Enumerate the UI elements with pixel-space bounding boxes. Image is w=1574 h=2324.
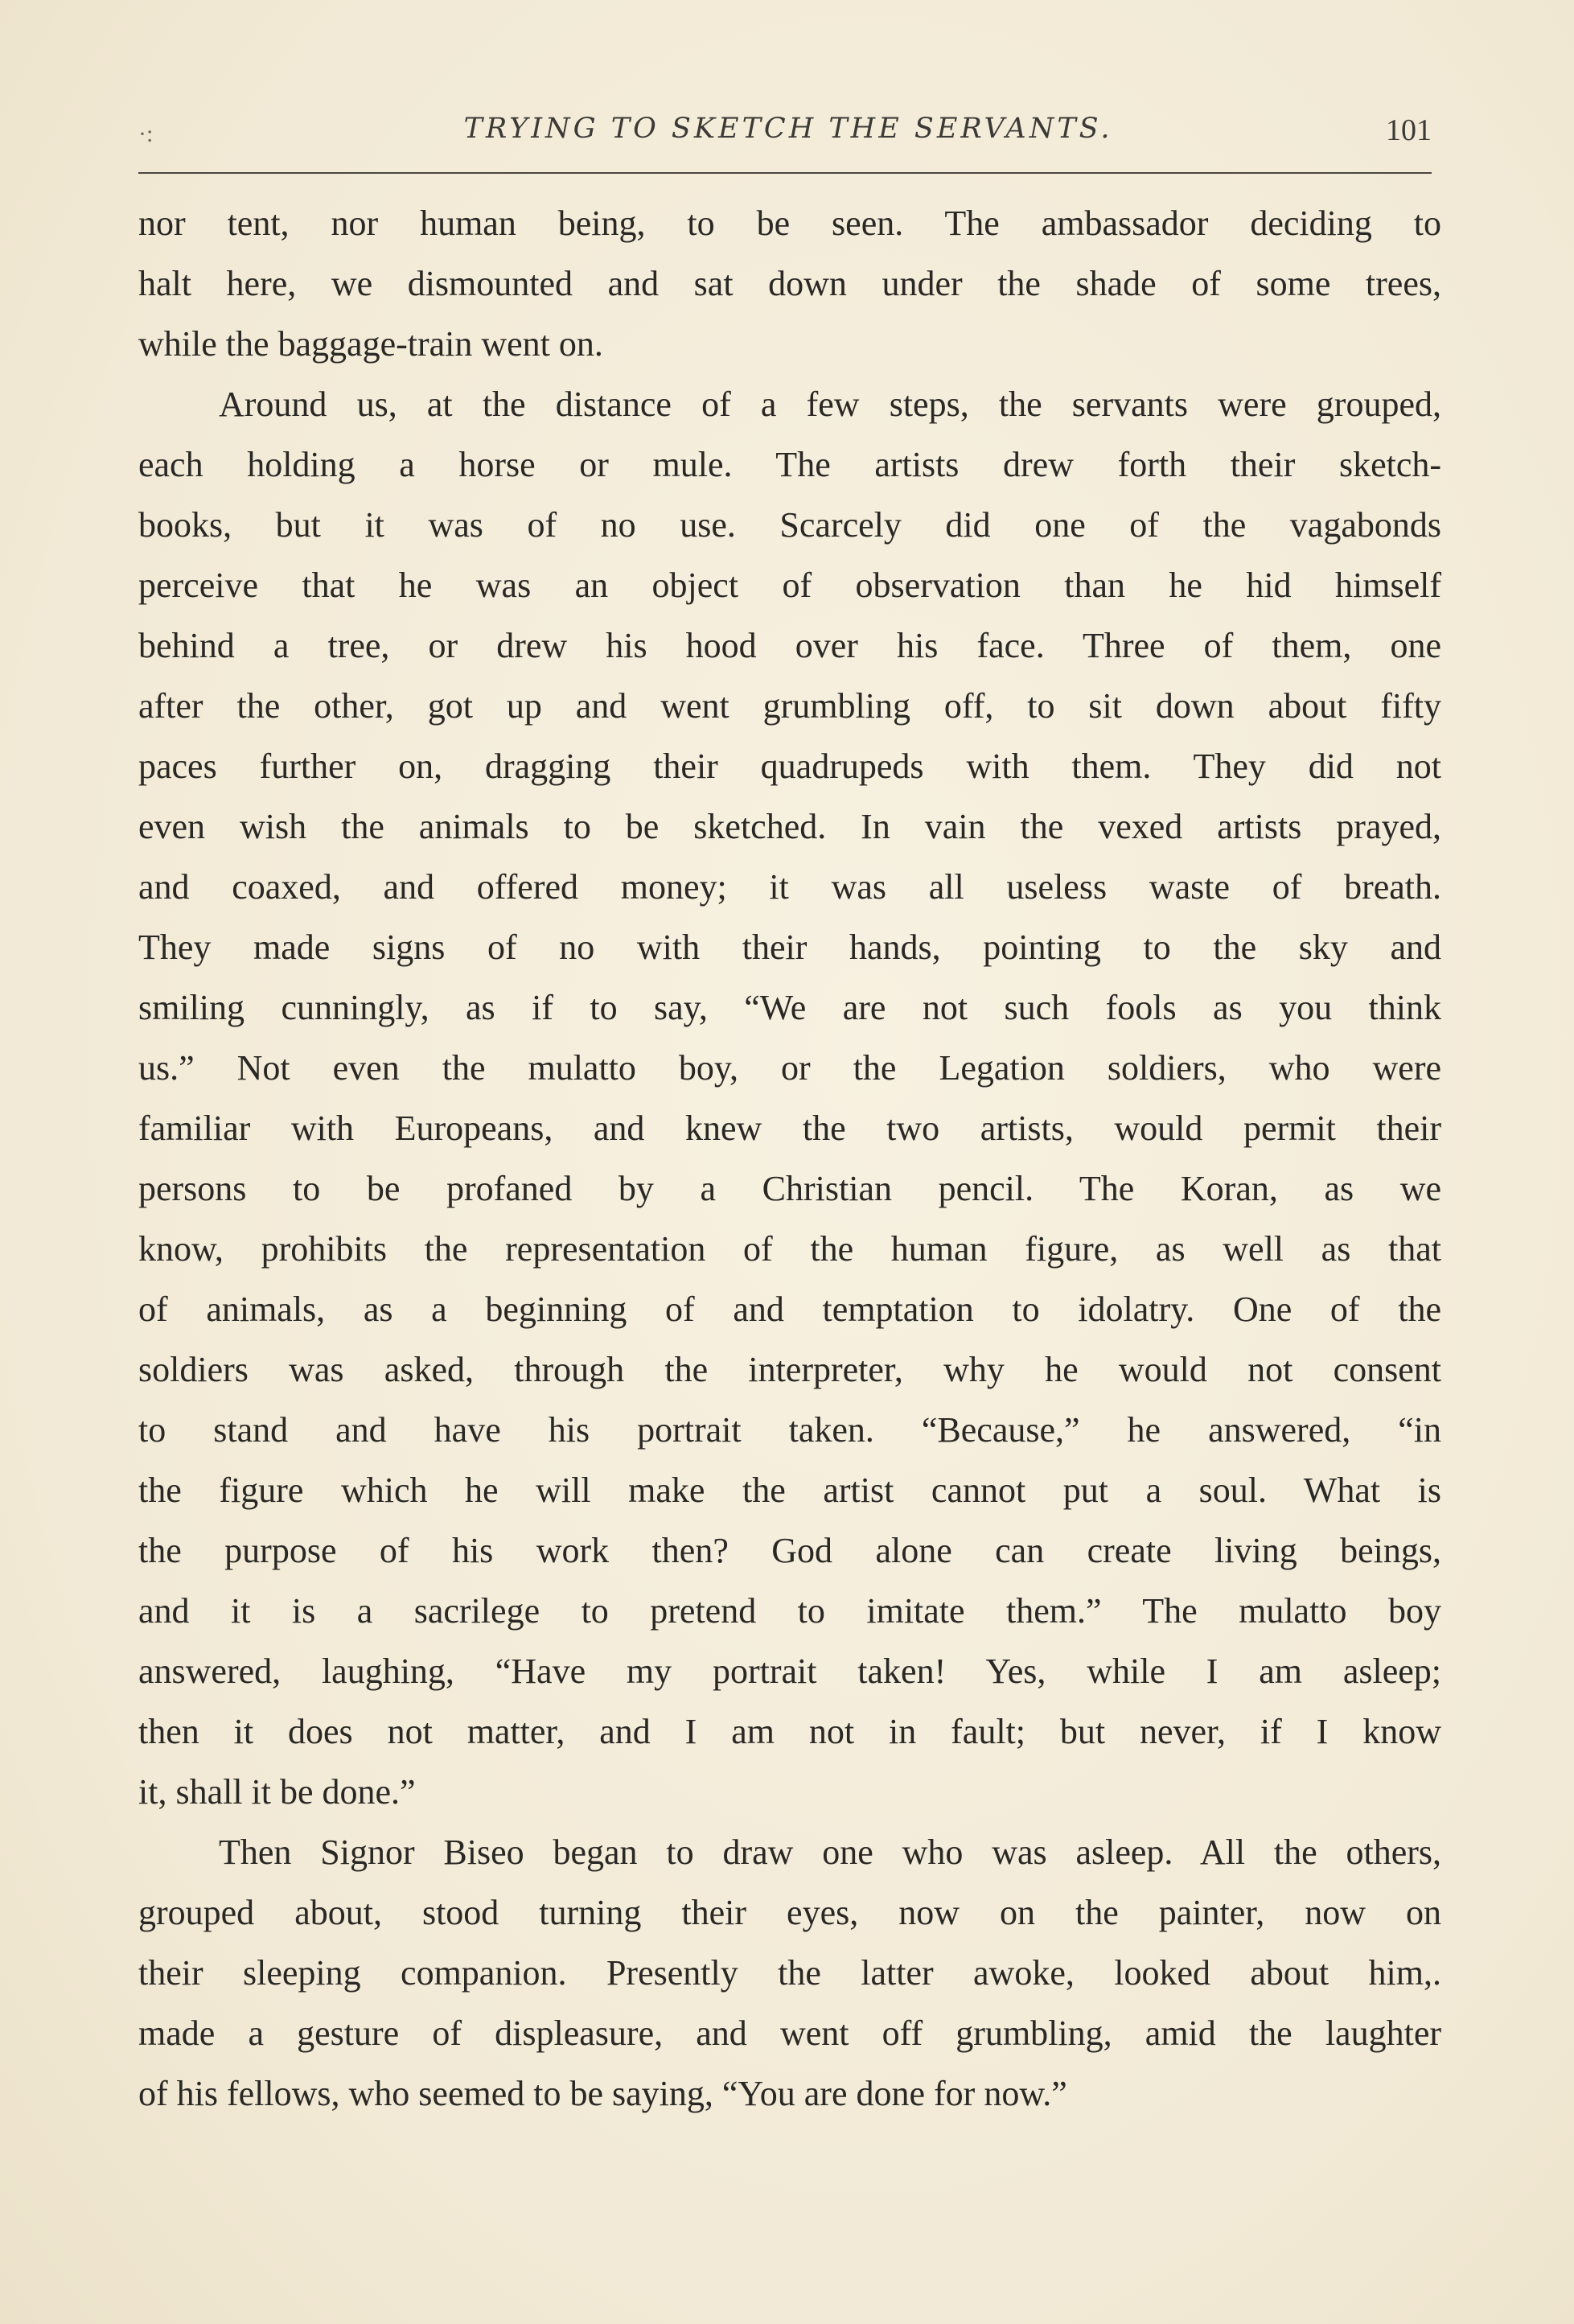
stray-mark: ·: bbox=[138, 121, 154, 147]
text-line: us.” Not even the mulatto boy, or the Legation soldiers, who were bbox=[138, 1048, 1441, 1088]
paragraph-3 bbox=[138, 1822, 1441, 2124]
text-line: each holding a horse or mule. The artists drew forth their sketch- bbox=[138, 445, 1441, 484]
text-line: perceive that he was an object of observation than he hid himself bbox=[138, 566, 1441, 605]
text-line: smiling cunningly, as if to say, “We are not such fools as you think bbox=[138, 988, 1441, 1027]
text-line: their sleeping companion. Presently the latter awoke, looked about him,. bbox=[138, 1953, 1441, 1993]
text-line: familiar with Europeans, and knew the two artists, would permit their bbox=[138, 1109, 1441, 1148]
text-line: made a gesture of displeasure, and went off grumbling, amid the laughter bbox=[138, 2013, 1441, 2053]
body-text bbox=[138, 193, 1441, 2124]
running-head bbox=[137, 113, 1440, 161]
text-line: and coaxed, and offered money; it was all useless waste of breath. bbox=[138, 867, 1441, 907]
text-line: persons to be profaned by a Christian pencil. The Koran, as we bbox=[138, 1169, 1441, 1208]
text-line: soldiers was asked, through the interpreter, why he would not consent bbox=[138, 1350, 1441, 1389]
text-line: even wish the animals to be sketched. In vain the vexed artists prayed, bbox=[138, 807, 1441, 846]
running-title: TRYING TO SKETCH THE SERVANTS. bbox=[463, 113, 1113, 145]
paragraph-2 bbox=[138, 374, 1441, 1822]
text-line: know, prohibits the representation of the human figure, as well as that bbox=[138, 1229, 1441, 1269]
paragraph-1 bbox=[138, 193, 1441, 374]
text-line: and it is a sacrilege to pretend to imitate them.” The mulatto boy bbox=[138, 1591, 1441, 1631]
text-line: the purpose of his work then? God alone can create living beings, bbox=[138, 1531, 1441, 1570]
text-line: paces further on, dragging their quadrupeds with them. They did not bbox=[138, 747, 1441, 786]
header-rule bbox=[138, 172, 1432, 174]
text-line: Then Signor Biseo began to draw one who was asleep. All the others, bbox=[219, 1832, 1441, 1872]
text-line: while the baggage-train went on. bbox=[138, 324, 603, 364]
text-line: to stand and have his portrait taken. “Because,” he answered, “in bbox=[138, 1410, 1441, 1450]
page-number: 101 bbox=[1386, 113, 1432, 147]
text-line: answered, laughing, “Have my portrait taken! Yes, while I am asleep; bbox=[138, 1651, 1441, 1691]
text-line: halt here, we dismounted and sat down under the shade of some trees, bbox=[138, 264, 1441, 303]
text-line: nor tent, nor human being, to be seen. The ambassador deciding to bbox=[138, 204, 1441, 243]
text-line: of animals, as a beginning of and temptation to idolatry. One of the bbox=[138, 1290, 1441, 1329]
text-line: grouped about, stood turning their eyes, now on the painter, now on bbox=[138, 1893, 1441, 1932]
text-line: after the other, got up and went grumbling off, to sit down about fifty bbox=[138, 686, 1441, 726]
text-line: Around us, at the distance of a few steps, the servants were grouped, bbox=[219, 385, 1441, 424]
text-line: They made signs of no with their hands, pointing to the sky and bbox=[138, 928, 1441, 967]
text-line: the figure which he will make the artist cannot put a soul. What is bbox=[138, 1470, 1441, 1510]
text-line: then it does not matter, and I am not in fault; but never, if I know bbox=[138, 1712, 1441, 1751]
text-line: of his fellows, who seemed to be saying, “You are done for now.” bbox=[138, 2074, 1067, 2113]
text-line: it, shall it be done.” bbox=[138, 1772, 416, 1812]
text-line: books, but it was of no use. Scarcely did one of the vagabonds bbox=[138, 505, 1441, 545]
text-line: behind a tree, or drew his hood over his face. Three of them, one bbox=[138, 626, 1441, 665]
